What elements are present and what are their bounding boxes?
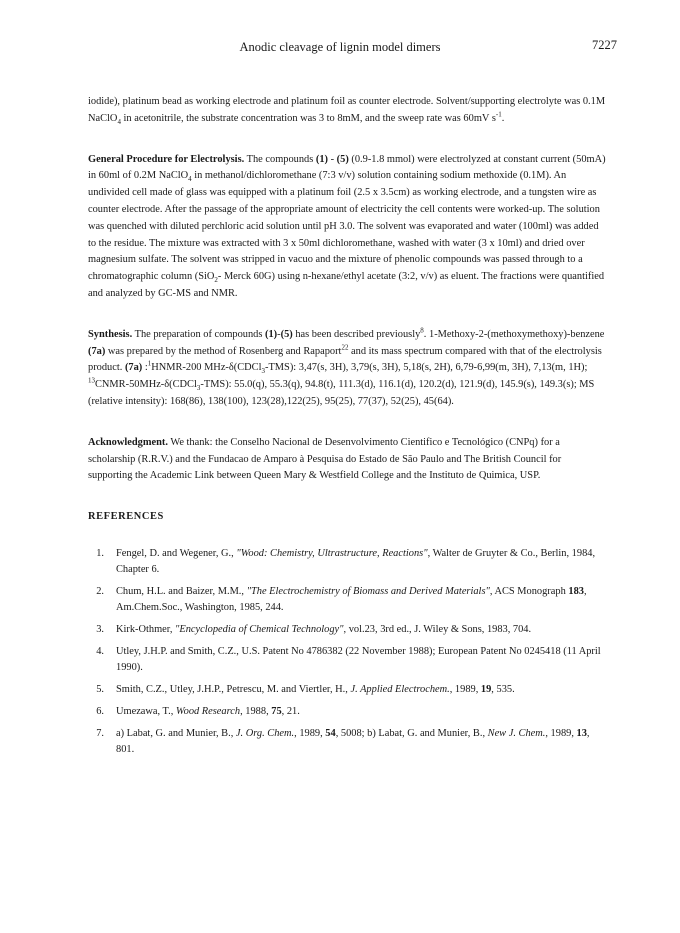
publication-title: J. Org. Chem.: [235, 727, 295, 739]
superscript: 1: [147, 359, 152, 368]
subscript: 4: [117, 117, 121, 126]
text-run: Smith, C.Z., Utley, J.H.P., Petrescu, M. and Viertler, H.,: [116, 683, 351, 695]
reference-item: [88, 644, 608, 676]
text-run: Utley, J.H.P. and Smith, C.Z., U.S. Patent No 4786382 (22 November 1988); European Patent No 0245418 (11 April 1990).: [116, 645, 601, 673]
text-run: We thank: the Conselho Nacional de Desenvolvimento Cientifico e Tecnológico (CNPq) for a scholarship (R.R.V.) and the Fundacao de Amparo à Pesquisa do Estado de São Paulo and The British Council for supporting the Academic Link between Queen Mary & Westfield College and the Instituto de Quimica, USP.: [88, 436, 562, 482]
text-run: -TMS): 55.0(q), 55.3(q), 94.8(t), 111.3(d), 116.1(d), 120.2(d), 121.9(d), 145.9(s), 149.3(s); MS (relative intensity): 168(86), 138(100), 123(28),122(25), 95(25), 77(37), 52(25), 45(64).: [88, 379, 595, 407]
references-list: [88, 546, 608, 758]
volume-number: 183: [568, 585, 584, 597]
text-run: has been described previously: [292, 328, 421, 340]
text-run: in methanol/dichloromethane (7:3 v/v) solution containing sodium methoxide (0.1M). An undivided cell made of glass was equipped with a platinum foil (2.5 x 3.5cm) as working electrode, and a tungsten wire as counter electrode. After the passage of the appropriate amount of electricity the cell contents were worked-up. The solution was quenched with diluted perchloric acid solution until pH 3.0. The solvent was evaporated and water (100ml) was added to the residue. The mixture was extracted with 3 x 50ml dichloromethane, washed with water (3 x 10ml) and dried over magnesium sulfate. The solvent was stripped in vacuo and the mixture of phenolic compounds was passed through to a chromatographic column (SiO: [88, 170, 600, 283]
citation-mark: 22: [341, 343, 349, 352]
reference-item: [88, 704, 608, 720]
text-run: Fengel, D. and Wegener, G.,: [116, 547, 237, 559]
running-title: Anodic cleavage of lignin model dimers: [239, 40, 441, 54]
text-run: -TMS): 3,47(s, 3H), 3,79(s, 3H), 5,18(s, 2H), 6,79-6,99(m, 3H), 7,13(m, 1H);: [265, 362, 588, 374]
reference-number: 1.: [96, 547, 104, 559]
section-heading: Acknowledgment.: [88, 436, 168, 448]
subscript: 3: [196, 384, 201, 393]
reference-number: 6.: [96, 705, 104, 717]
reference-item: [88, 622, 608, 638]
text-run: was prepared by the method of Rosenberg and Rapaport: [105, 345, 342, 357]
text-run: , 21.: [281, 705, 300, 717]
superscript: 13: [88, 376, 95, 385]
synthesis-paragraph: [88, 327, 608, 411]
publication-title: "The Electrochemistry of Biomass and Derived Materials": [246, 585, 490, 597]
volume-number: 75: [271, 705, 282, 717]
text-run: , 1988,: [240, 705, 272, 717]
compound-ref: (5): [280, 328, 293, 340]
subscript: 3: [261, 367, 265, 376]
compound-ref: (1): [315, 153, 329, 165]
subscript: 2: [214, 276, 218, 285]
reference-number: 7.: [96, 727, 104, 739]
text-run: in acetonitrile, the substrate concentration was 3 to 8mM, and the sweep rate was 60mV s: [120, 112, 496, 124]
reference-number: 4.: [96, 645, 104, 657]
text-run: Kirk-Othmer,: [116, 623, 176, 635]
compound-ref: (5): [336, 153, 349, 165]
article-body: [88, 94, 608, 764]
text-run: (0.9-1.8 mmol) were electrolyzed at constant current (50mA) in 60ml of 0.2M NaClO: [88, 153, 606, 182]
text-run: , Walter de Gruyter & Co., Berlin, 1984, Chapter 6.: [116, 547, 596, 575]
reference-item: [88, 682, 608, 698]
text-run: - Merck 60G) using n-hexane/ethyl acetate (3:2, v/v) as eluent. The fractions were quantified and analyzed by GC-MS and NMR.: [88, 271, 605, 299]
section-heading: General Procedure for Electrolysis.: [88, 153, 245, 165]
publication-title: "Encyclopedia of Chemical Technology": [175, 623, 344, 635]
publication-title: "Wood: Chemistry, Ultrastructure, Reactions": [236, 547, 428, 559]
reference-item: [88, 584, 608, 616]
text-run: and its mass spectrum compared with that of the electrolysis product.: [88, 345, 602, 374]
section-heading: Synthesis.: [88, 328, 133, 340]
text-run: The preparation of compounds: [132, 328, 266, 340]
page-number: 7227: [592, 38, 617, 52]
publication-title: J. Applied Electrochem.: [350, 683, 450, 695]
reference-number: 3.: [96, 623, 104, 635]
text-run: , vol.23, 3rd ed., J. Wiley & Sons, 1983, 704.: [343, 623, 532, 635]
text-run: , 535.: [491, 683, 515, 695]
text-run: , Am.Chem.Soc., Washington, 1985, 244.: [116, 585, 587, 613]
text-run: , 1989,: [545, 727, 577, 739]
text-run: iodide), platinum bead as working electrode and platinum foil as counter electrode. Solvent/supporting electrolyte was 0.1M NaClO: [88, 96, 606, 124]
publication-title: Wood Research: [175, 705, 241, 717]
acknowledgment-paragraph: [88, 435, 608, 485]
volume-number: 13: [576, 727, 587, 739]
citation-mark: 8: [420, 326, 424, 335]
text-run: , 1989,: [449, 683, 481, 695]
reference-item: [88, 726, 608, 758]
volume-number: 54: [325, 727, 336, 739]
compound-ref: (7a): [88, 345, 106, 357]
reference-number: 2.: [96, 585, 104, 597]
publication-title: New J. Chem.: [487, 727, 546, 739]
text-run: , 5008; b) Labat, G. and Munier, B.,: [335, 727, 488, 739]
text-run: , 1989,: [294, 727, 326, 739]
superscript: -1: [495, 110, 502, 119]
text-run: Umezawa, T.,: [116, 705, 176, 717]
volume-number: 19: [480, 683, 492, 695]
electrolysis-paragraph: [88, 152, 608, 303]
text-run: Chum, H.L. and Baizer, M.M.,: [116, 585, 247, 597]
compound-ref: (7a): [124, 362, 143, 374]
reference-item: [88, 546, 608, 578]
reference-number: 5.: [96, 683, 104, 695]
text-run: :: [142, 362, 148, 374]
compound-ref: (1): [265, 328, 278, 340]
text-run: a) Labat, G. and Munier, B.,: [116, 727, 236, 739]
text-run: HNMR-200 MHz-δ(CDCl: [151, 362, 262, 374]
text-run: , 801.: [116, 727, 590, 755]
text-run: -: [328, 153, 337, 165]
text-run: , ACS Monograph: [489, 585, 569, 597]
text-run: .: [501, 112, 505, 124]
subscript: 4: [188, 175, 192, 184]
text-run: . 1-Methoxy-2-(methoxymethoxy)-benzene: [423, 328, 605, 340]
references-heading: REFERENCES: [88, 511, 164, 523]
text-run: -: [277, 328, 281, 340]
text-run: The compounds: [244, 153, 316, 165]
text-run: CNMR-50MHz-δ(CDCl: [95, 379, 197, 391]
cv-conditions-paragraph: [88, 94, 608, 128]
